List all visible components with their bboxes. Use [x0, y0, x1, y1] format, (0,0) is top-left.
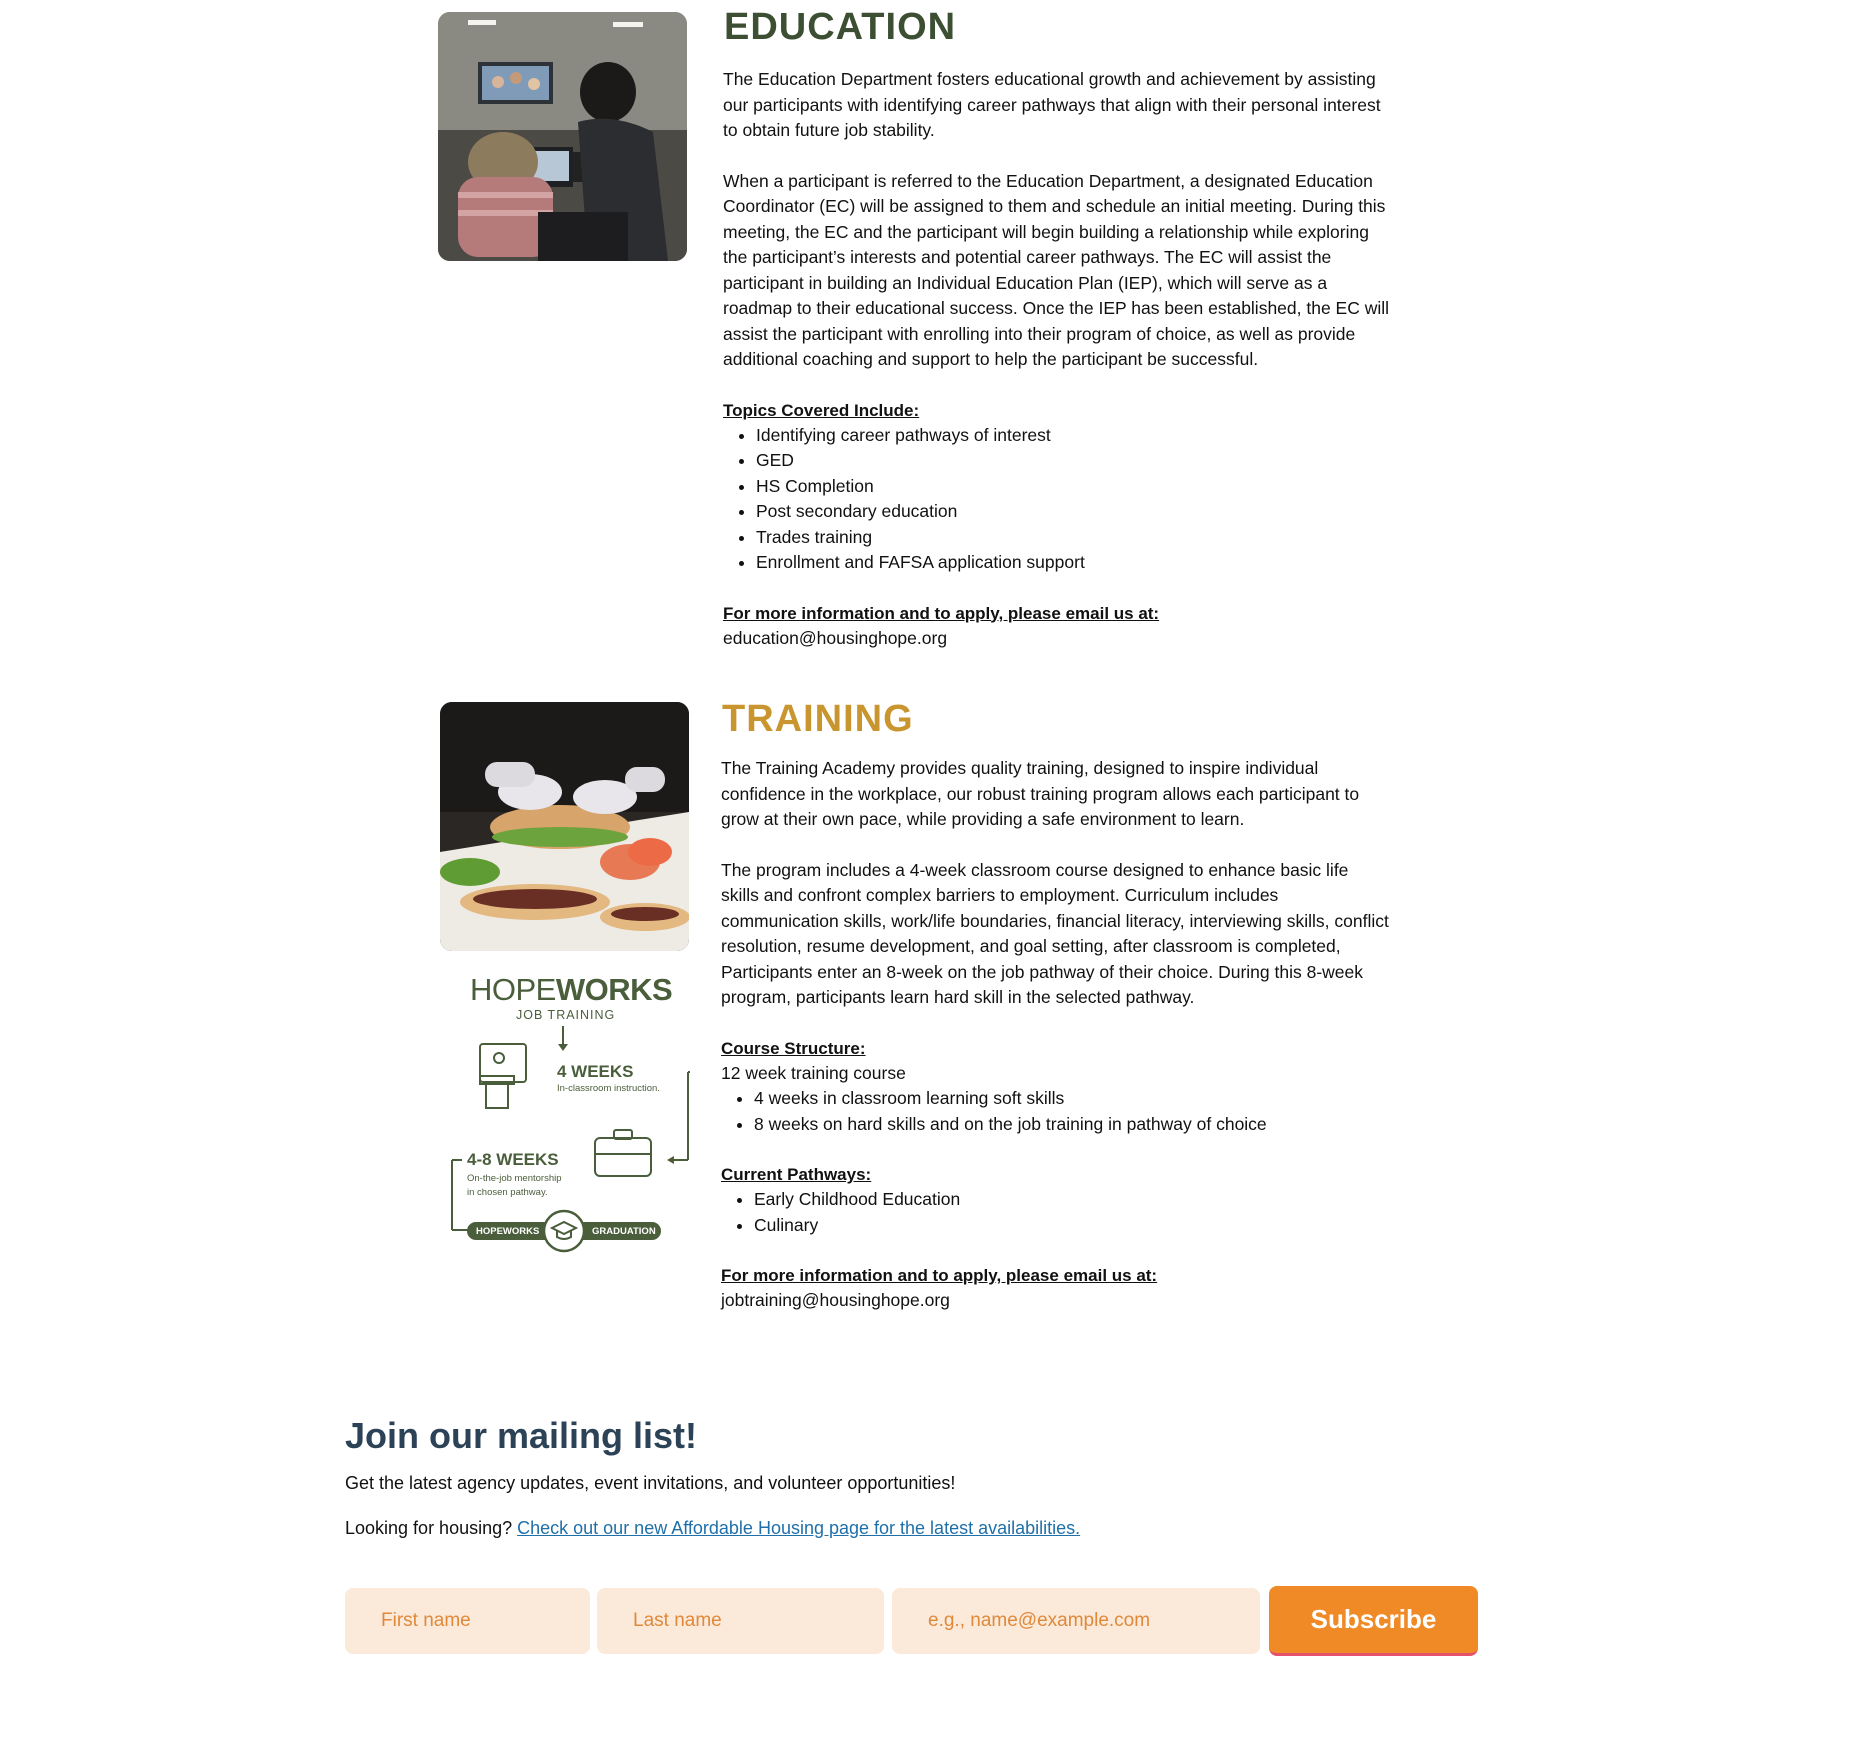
sandwich-prep-photo: [440, 702, 689, 951]
course-structure-intro: 12 week training course: [721, 1062, 906, 1083]
course-structure-heading: Course Structure:: [721, 1038, 866, 1058]
classroom-photo: [438, 12, 687, 261]
list-item: • 4 weeks in classroom learning soft skills: [754, 1086, 1391, 1112]
training-email[interactable]: jobtraining@housinghope.org: [721, 1290, 950, 1310]
step-1-desc: In-classroom instruction.: [557, 1083, 660, 1094]
subscribe-button[interactable]: Subscribe: [1269, 1586, 1478, 1656]
training-heading: TRAINING: [722, 698, 914, 740]
list-item: • Enrollment and FAFSA application support: [756, 550, 1393, 576]
list-item: • 8 weeks on hard skills and on the job training in pathway of choice: [754, 1112, 1391, 1138]
job-training-label: JOB TRAINING: [516, 1008, 616, 1022]
hopeworks-flow-diagram: [420, 972, 690, 1272]
mailing-list-description: Get the latest agency updates, event invitations, and volunteer opportunities!: [345, 1473, 956, 1493]
training-content: [721, 756, 1391, 1314]
education-intro: The Education Department fosters educational growth and achievement by assisting our participants with identifying career pathways that align with their personal interest to obtain future job stability.: [723, 69, 1381, 140]
list-item: • GED: [756, 448, 1393, 474]
list-item: • Culinary: [754, 1213, 1391, 1239]
course-structure-list: [721, 1086, 1391, 1137]
list-item: • Early Childhood Education: [754, 1187, 1391, 1213]
education-email[interactable]: education@housinghope.org: [723, 627, 948, 648]
education-content: [723, 67, 1393, 651]
education-contact-heading: For more information and to apply, please email us at:: [723, 603, 1160, 623]
step-2-desc: On-the-job mentorship in chosen pathway.: [467, 1173, 562, 1198]
pathways-list: [721, 1187, 1391, 1238]
email-input[interactable]: [892, 1588, 1260, 1654]
education-photo: [438, 12, 687, 261]
step-1-title: 4 WEEKS: [557, 1062, 634, 1081]
training-intro: The Training Academy provides quality training, designed to inspire individual confidence in the workplace, our robust training program allows each participant to grow at their own pace, while providing a safe environment to learn.: [721, 758, 1360, 829]
housing-note: Looking for housing? Check out our new Affordable Housing page for the latest availabilities.: [345, 1518, 1081, 1538]
last-name-input[interactable]: [597, 1588, 884, 1654]
graduation-cap-icon: [564, 1231, 565, 1232]
affordable-housing-link[interactable]: Check out our new Affordable Housing page for the latest availabilities.: [517, 1518, 1081, 1538]
pill-hopeworks: HOPEWORKS: [476, 1226, 540, 1237]
list-item: • Trades training: [756, 525, 1393, 551]
hopeworks-logo: HOPEWORKS: [470, 972, 673, 1007]
education-process: When a participant is referred to the Education Department, a designated Education Coordinator (EC) will be assigned to them and schedule an initial meeting. During this meeting, the EC and the participant will begin building a relationship while exploring the participant’s interests and potential career pathways. The EC will assist the participant in building an Individual Education Plan (IEP), which will serve as a roadmap to their educational success. Once the IEP has been established, the EC will assist the participant with enrolling into their program of choice, as well as provide additional coaching and support to help the participant be successful.: [723, 170, 1390, 369]
pill-graduation: GRADUATION: [592, 1226, 656, 1237]
list-item: • Identifying career pathways of interest: [756, 423, 1393, 449]
training-photo: [440, 702, 689, 951]
instructor-icon: [484, 1090, 485, 1091]
briefcase-icon: [620, 1152, 621, 1153]
pathways-heading: Current Pathways:: [721, 1165, 872, 1184]
topics-list: [723, 423, 1393, 576]
mailing-list-heading: Join our mailing list!: [345, 1415, 698, 1456]
topics-heading: Topics Covered Include:: [723, 400, 920, 420]
list-item: • Post secondary education: [756, 499, 1393, 525]
first-name-input[interactable]: [345, 1588, 590, 1654]
training-program: The program includes a 4-week classroom course designed to enhance basic life skills and confront complex barriers to employment. Curriculum includes communication skills, work/life boundaries, financial literacy, interviewing skills, conflict resolution, resume development, and goal setting, after classroom is completed, Participants enter an 8-week on the job pathway of their choice. During this 8-week program, participants learn hard skill in the selected pathway.: [721, 859, 1389, 1007]
list-item: • HS Completion: [756, 474, 1393, 500]
step-2-title: 4-8 WEEKS: [467, 1150, 559, 1169]
training-contact-heading: For more information and to apply, please email us at:: [721, 1266, 1158, 1285]
education-heading: EDUCATION: [724, 6, 957, 48]
